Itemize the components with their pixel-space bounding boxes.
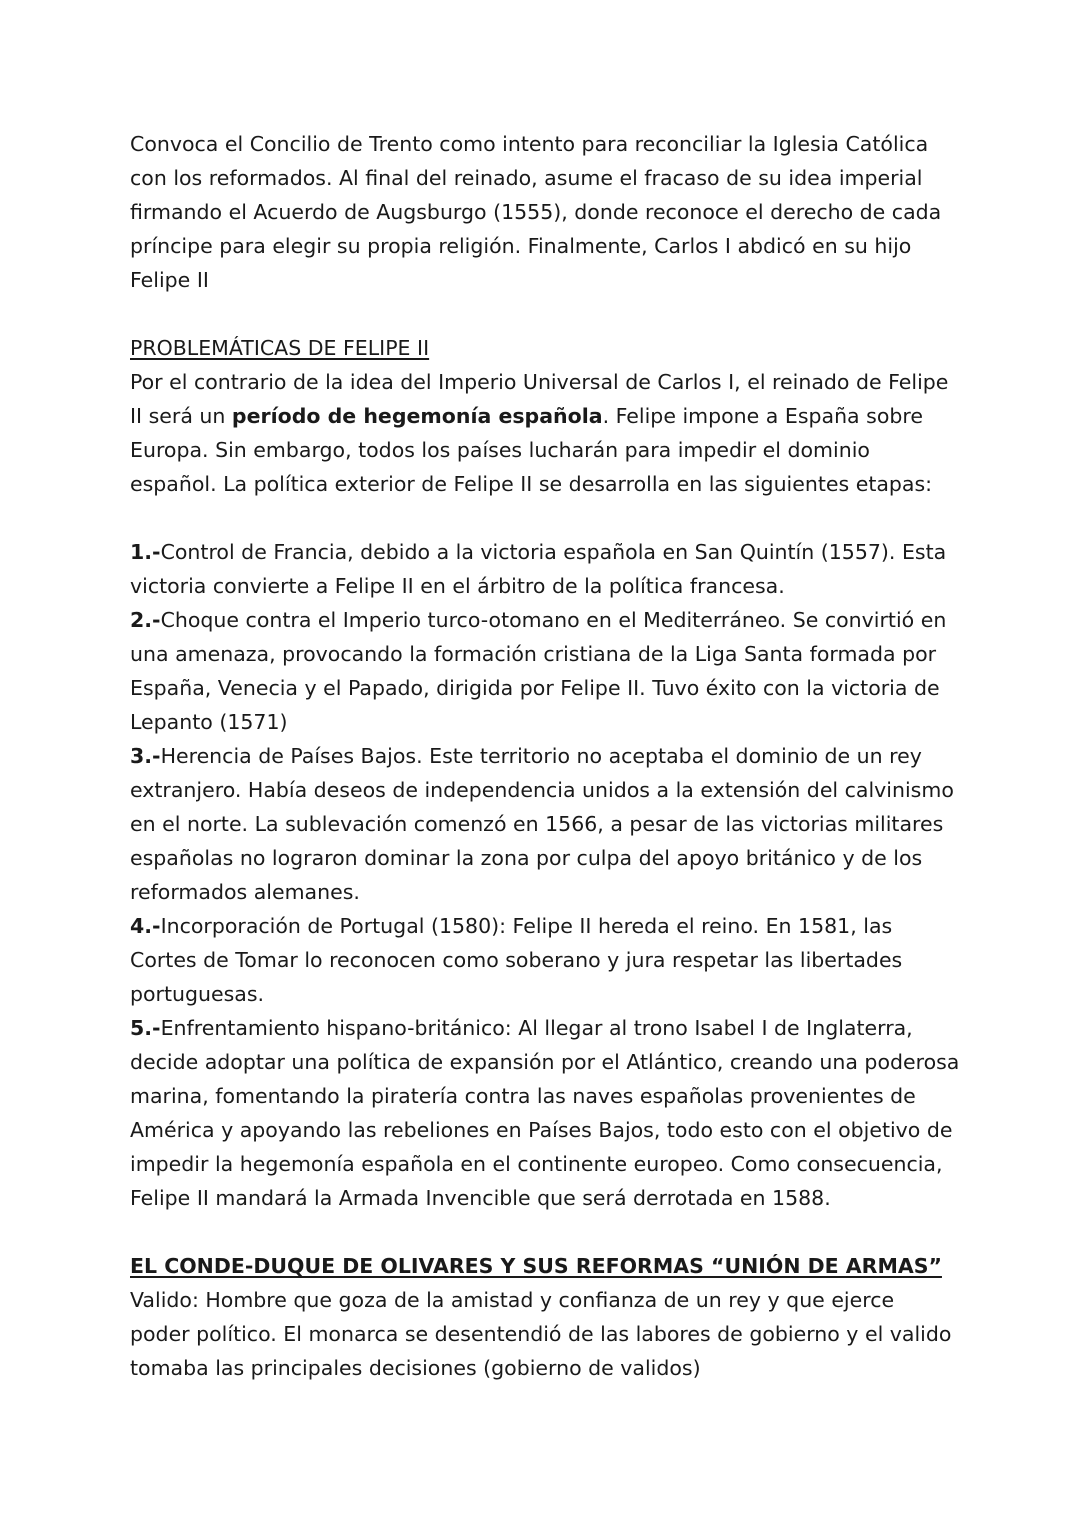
list-item-text: Herencia de Países Bajos. Este territorio no aceptaba el dominio de un rey extranjero. Había deseos de independencia unidos a la extensión del calvinismo en el norte. La sublevación comenzó en 1566, a pesar de las victorias militares españolas no lograron dominar la zona por culpa del apoyo británico y de los reformados alemanes. <box>130 744 954 904</box>
list-item <box>130 909 960 1011</box>
spacer <box>130 501 960 535</box>
felipe-intro-paragraph <box>130 365 960 501</box>
list-item <box>130 535 960 603</box>
list-item <box>130 739 960 909</box>
list-item-text: Control de Francia, debido a la victoria española en San Quintín (1557). Esta victoria convierte a Felipe II en el árbitro de la política francesa. <box>130 540 947 598</box>
list-item-number: 1.- <box>130 540 161 564</box>
list-item-number: 3.- <box>130 744 161 768</box>
intro-paragraph: Convoca el Concilio de Trento como intento para reconciliar la Iglesia Católica con los reformados. Al final del reinado, asume el fracaso de su idea imperial firmando el Acuerdo de Augsburgo (1555), donde reconoce el derecho de cada príncipe para elegir su propia religión. Finalmente, Carlos I abdicó en su hijo Felipe II <box>130 132 942 292</box>
document-page <box>130 127 960 1385</box>
list-item-number: 2.- <box>130 608 161 632</box>
list-item <box>130 603 960 739</box>
spacer <box>130 1215 960 1249</box>
list-item-text: Choque contra el Imperio turco-otomano en el Mediterráneo. Se convirtió en una amenaza, provocando la formación cristiana de la Liga Santa formada por España, Venecia y el Papado, dirigida por Felipe II. Tuvo éxito con la victoria de Lepanto (1571) <box>130 608 947 734</box>
list-item-text: Enfrentamiento hispano-británico: Al llegar al trono Isabel I de Inglaterra, decide adoptar una política de expansión por el Atlántico, creando una poderosa marina, fomentando la piratería contra las naves españolas provenientes de América y apoyando las rebeliones en Países Bajos, todo esto con el objetivo de impedir la hegemonía española en el continente europeo. Como consecuencia, Felipe II mandará la Armada Invencible que será derrotada en 1588. <box>130 1016 960 1210</box>
felipe-section-heading: PROBLEMÁTICAS DE FELIPE II <box>130 336 430 360</box>
spacer <box>130 297 960 331</box>
olivares-paragraph: Valido: Hombre que goza de la amistad y confianza de un rey y que ejerce poder político. El monarca se desentendió de las labores de gobierno y el valido tomaba las principales decisiones (gobierno de validos) <box>130 1288 952 1380</box>
list-item-text: Incorporación de Portugal (1580): Felipe II hereda el reino. En 1581, las Cortes de Tomar lo reconocen como soberano y jura respetar las libertades portuguesas. <box>130 914 903 1006</box>
olivares-section-heading: EL CONDE-DUQUE DE OLIVARES Y SUS REFORMAS “UNIÓN DE ARMAS” <box>130 1254 942 1278</box>
felipe-intro-after: . Felipe impone a España sobre Europa. Sin embargo, todos los países lucharán para impedir el dominio español. La política exterior de Felipe II se desarrolla en las siguientes etapas: <box>130 404 933 496</box>
felipe-intro-bold: período de hegemonía española <box>231 404 603 428</box>
list-item-number: 4.- <box>130 914 161 938</box>
felipe-intro-before: Por el contrario de la idea del Imperio Universal de Carlos I, el reinado de Felipe II será un <box>130 370 949 428</box>
list-item <box>130 1011 960 1215</box>
list-item-number: 5.- <box>130 1016 161 1040</box>
